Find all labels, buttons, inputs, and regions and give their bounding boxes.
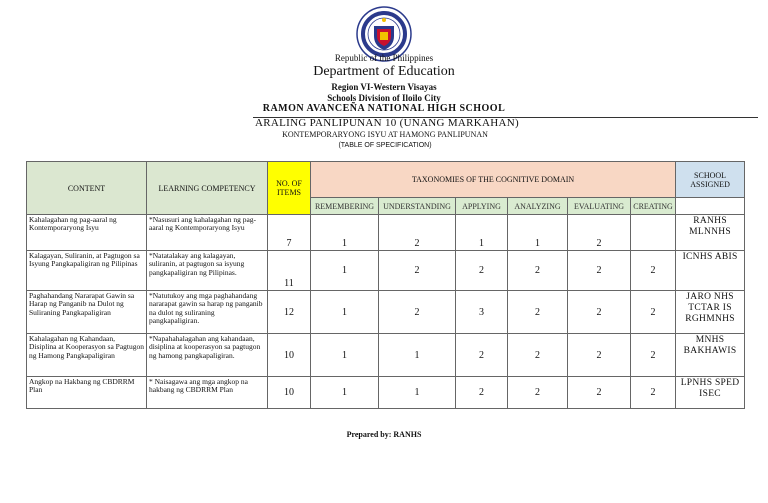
row-content: Angkop na Hakbang ng CBDRRM Plan	[27, 377, 147, 409]
row-competency: *Natatalakay ang kalagayan, suliranin, at pagtugon sa isyung pangkapaligiran ng Pilipinas.	[147, 251, 268, 291]
row-applying: 1	[456, 215, 508, 251]
row-analyzing: 2	[508, 334, 568, 377]
row-school: ICNHS ABIS	[676, 251, 745, 291]
row-creating: 2	[631, 251, 676, 291]
region-line: Region VI-Western Visayas	[331, 82, 437, 92]
row-remembering: 1	[311, 291, 379, 334]
table-row	[27, 377, 745, 409]
row-creating: 2	[631, 291, 676, 334]
row-competency: *Napahahalagahan ang kahandaan, disiplina at kooperasyon sa pagtugon ng hamong pangkapaligiran.	[147, 334, 268, 377]
table-row	[27, 334, 745, 377]
header-items: NO. OF ITEMS	[268, 162, 311, 215]
row-content: Kahalagahan ng pag-aaral ng Kontemporaryong Isyu	[27, 215, 147, 251]
row-creating	[631, 215, 676, 251]
row-understanding: 2	[379, 291, 456, 334]
row-applying: 2	[456, 334, 508, 377]
row-remembering: 1	[311, 334, 379, 377]
row-items: 10	[268, 377, 311, 409]
row-items: 12	[268, 291, 311, 334]
row-creating: 2	[631, 377, 676, 409]
republic-line: Republic of the Philippines	[334, 53, 434, 63]
school-header-blank	[676, 198, 745, 215]
row-understanding: 2	[379, 215, 456, 251]
header-content: CONTENT	[27, 162, 147, 215]
specification-table	[26, 161, 745, 409]
row-creating: 2	[631, 334, 676, 377]
document-type: (TABLE OF SPECIFICATION)	[338, 142, 432, 149]
row-evaluating: 2	[568, 377, 631, 409]
row-content: Kahalagahan ng Kahandaan, Disiplina at Kooperasyon sa Pagtugon ng Hamong Pangkapaligiran	[27, 334, 147, 377]
department-title: Department of Education	[313, 64, 455, 79]
row-items: 11	[268, 251, 311, 291]
row-evaluating: 2	[568, 291, 631, 334]
row-understanding: 2	[379, 251, 456, 291]
division-line: Schools Division of Iloilo City	[327, 93, 441, 103]
subject-title: ARALING PANLIPUNAN 10 (UNANG MARKAHAN)	[255, 117, 519, 129]
row-competency: *Natutukoy ang mga paghahandang nararapat gawin sa harap ng panganib na dulot ng suliraning pangkapaligiran.	[147, 291, 268, 334]
row-competency: * Naisagawa ang mga angkop na hakbang ng CBDRRM Plan	[147, 377, 268, 409]
row-competency: *Nasusuri ang kahalagahan ng pag-aaral ng Kontemporaryong Isyu	[147, 215, 268, 251]
school-name: RAMON AVANCEÑA NATIONAL HIGH SCHOOL	[262, 103, 506, 114]
row-school: JARO NHS TCTAR IS RGHMNHS	[676, 291, 745, 334]
row-school: MNHS BAKHAWIS	[676, 334, 745, 377]
level-creating: CREATING	[631, 198, 676, 215]
table-row	[27, 291, 745, 334]
row-evaluating: 2	[568, 334, 631, 377]
row-analyzing: 1	[508, 215, 568, 251]
row-analyzing: 2	[508, 377, 568, 409]
row-analyzing: 2	[508, 291, 568, 334]
row-applying: 2	[456, 377, 508, 409]
level-analyzing: ANALYZING	[508, 198, 568, 215]
row-remembering: 1	[311, 251, 379, 291]
prepared-by: Prepared by: RANHS	[346, 430, 422, 439]
row-applying: 2	[456, 251, 508, 291]
row-applying: 3	[456, 291, 508, 334]
header-competency: LEARNING COMPETENCY	[147, 162, 268, 215]
table-row	[27, 215, 745, 251]
row-school: LPNHS SPED ISEC	[676, 377, 745, 409]
row-items: 10	[268, 334, 311, 377]
row-remembering: 1	[311, 215, 379, 251]
row-remembering: 1	[311, 377, 379, 409]
level-understanding: UNDERSTANDING	[379, 198, 456, 215]
topic-title: KONTEMPORARYONG ISYU AT HAMONG PANLIPUNAN	[282, 130, 488, 139]
row-evaluating: 2	[568, 215, 631, 251]
table-row	[27, 251, 745, 291]
row-analyzing: 2	[508, 251, 568, 291]
row-items: 7	[268, 215, 311, 251]
level-evaluating: EVALUATING	[568, 198, 631, 215]
row-understanding: 1	[379, 334, 456, 377]
header-school: SCHOOL ASSIGNED	[676, 162, 745, 198]
level-applying: APPLYING	[456, 198, 508, 215]
row-school: RANHS MLNNHS	[676, 215, 745, 251]
level-remembering: REMEMBERING	[311, 198, 379, 215]
row-content: Paghahandang Nararapat Gawin sa Harap ng Panganib na Dulot ng Suliraning Pangkapaligiran	[27, 291, 147, 334]
row-evaluating: 2	[568, 251, 631, 291]
row-content: Kalagayan, Suliranin, at Pagtugon sa Isyung Pangkapaligiran ng Pilipinas	[27, 251, 147, 291]
row-understanding: 1	[379, 377, 456, 409]
header-taxonomies: TAXONOMIES OF THE COGNITIVE DOMAIN	[311, 162, 676, 198]
